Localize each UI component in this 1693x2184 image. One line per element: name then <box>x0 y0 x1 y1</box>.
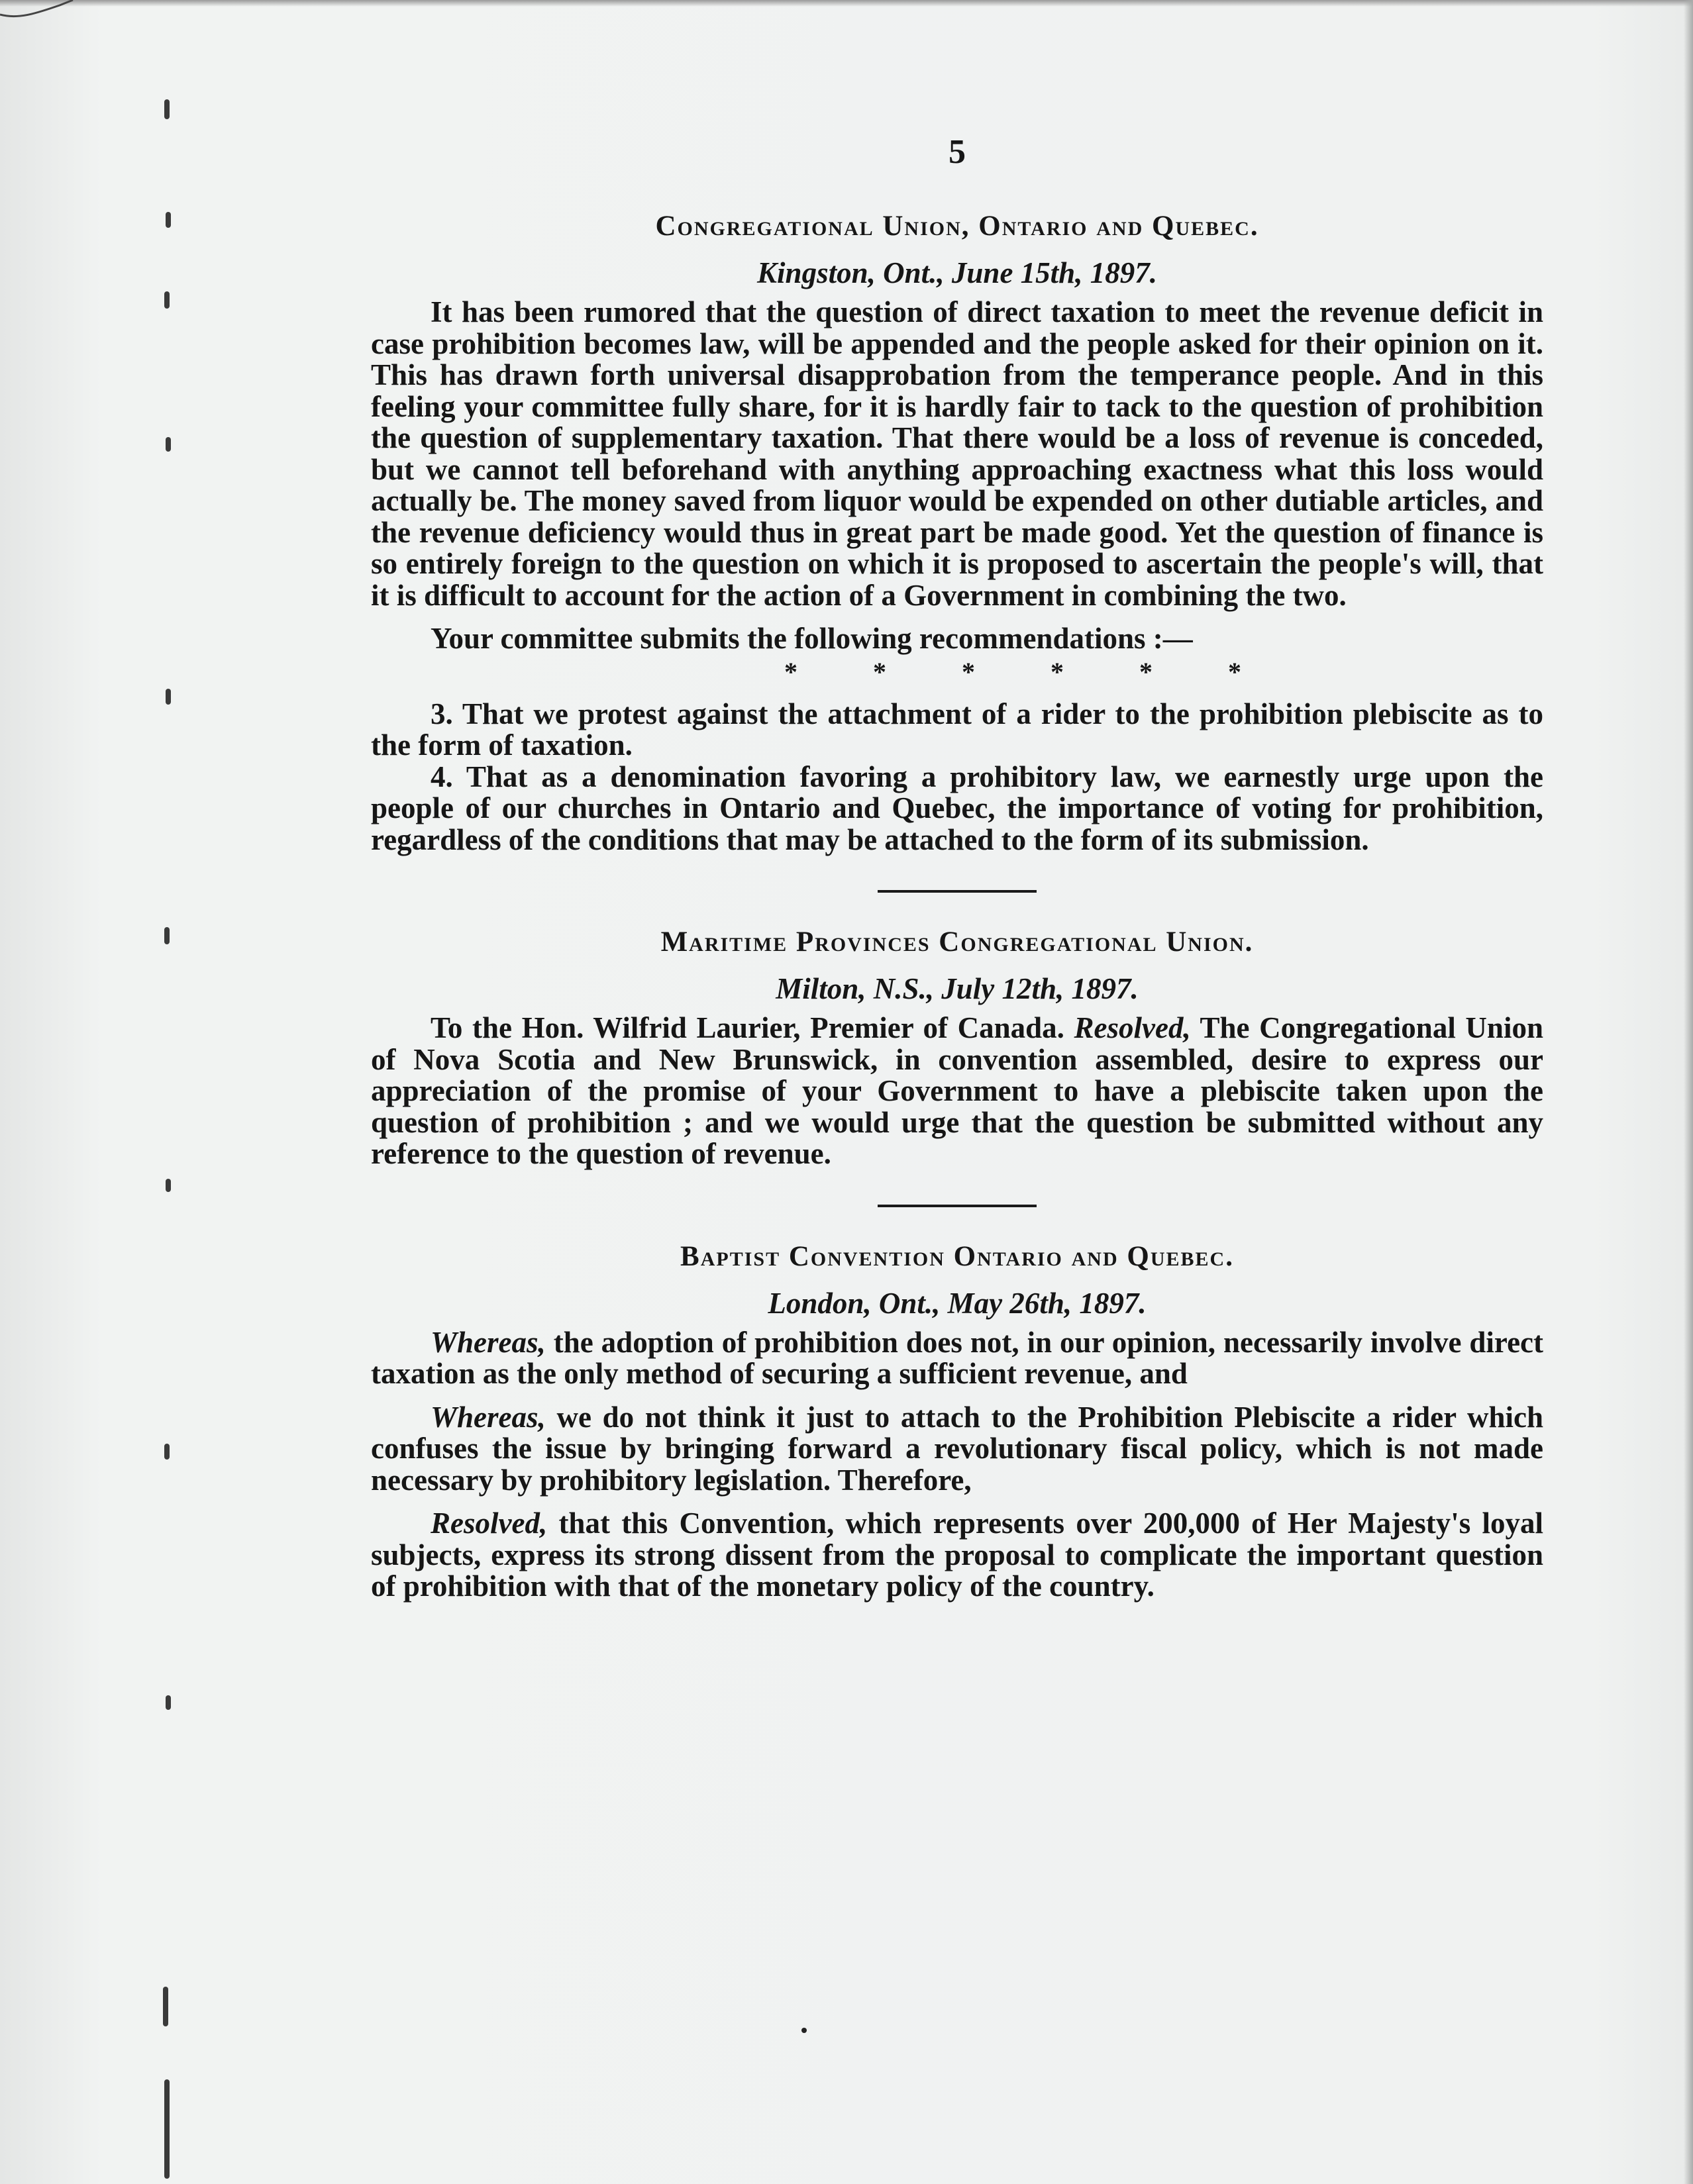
paragraph <box>371 1402 1543 1497</box>
paragraph: Your committee submits the following recommendations :— <box>431 622 1193 655</box>
corner-scribble <box>0 0 79 26</box>
binding-mark <box>164 2079 170 2179</box>
page-right-edge <box>1684 0 1693 2184</box>
paragraph <box>371 1327 1543 1390</box>
paragraph <box>371 1508 1543 1603</box>
binding-mark <box>164 291 170 309</box>
section-baptist-convention-ontario-quebec <box>371 1240 1543 1603</box>
binding-mark <box>164 1444 170 1460</box>
dateline: London, Ont., May 26th, 1897. <box>768 1286 1147 1320</box>
section-title: Congregational Union, Ontario and Quebec. <box>655 211 1259 242</box>
paragraph-text: that this Convention, which represents over 200,000 of Her Majesty's loyal subjects, express its strong dissent from the proposal to complicate the important question of prohibition with that of the monetary policy of the country. <box>371 1507 1543 1603</box>
binding-mark <box>166 689 171 705</box>
page-top-edge <box>0 0 1693 7</box>
recommendation-3: 3. That we protest against the attachment of a rider to the prohibition plebiscite as to the form of taxation. <box>371 697 1543 762</box>
section-title: Maritime Provinces Congregational Union. <box>660 926 1254 958</box>
resolved-lead: Resolved, <box>1074 1011 1191 1044</box>
paragraph-text: the adoption of prohibition does not, in our opinion, necessarily involve direct taxation as the only method of securing a sufficient revenue, and <box>371 1325 1543 1390</box>
binding-mark <box>166 1695 171 1710</box>
section-title: Baptist Convention Ontario and Quebec. <box>680 1240 1234 1272</box>
section-divider <box>878 1205 1037 1207</box>
binding-mark <box>166 1179 171 1192</box>
paragraph <box>371 1013 1543 1170</box>
resolved-lead: Resolved, <box>431 1507 548 1540</box>
binding-marks <box>132 0 172 2184</box>
ellipsis-asterisks: * * * * * * <box>784 656 1276 687</box>
paragraph-text: To the Hon. Wilfrid Laurier, Premier of Canada. <box>431 1011 1074 1044</box>
paragraph-text: The Congregational Union of Nova Scotia and New Brunswick, in convention assembled, desire to express our appreciation of the promise of your Government to have a plebiscite taken upon the question of prohibition ; and we would urge that the question be submitted without any reference to the question of revenue. <box>371 1011 1543 1170</box>
dateline: Kingston, Ont., June 15th, 1897. <box>757 256 1157 289</box>
dateline: Milton, N.S., July 12th, 1897. <box>776 972 1139 1005</box>
binding-mark <box>164 927 170 944</box>
section-divider <box>878 890 1037 893</box>
recommendation-4: 4. That as a denomination favoring a prohibitory law, we earnestly urge upon the people of our churches in Ontario and Quebec, the importance of voting for prohibition, regardless of the conditions that may be attached to the form of its submission. <box>371 760 1543 856</box>
section-maritime-provinces-congregational-union <box>371 926 1543 1170</box>
paragraph-text: we do not think it just to attach to the Prohibition Plebiscite a rider which confuses the issue by bringing forward a revolutionary fiscal policy, which is not made necessary by prohibitory legislation. Therefore, <box>371 1400 1543 1497</box>
whereas-lead: Whereas, <box>431 1400 546 1434</box>
whereas-lead: Whereas, <box>431 1325 546 1359</box>
binding-mark <box>166 437 171 452</box>
binding-mark <box>163 1987 168 2026</box>
page-number: 5 <box>949 133 966 171</box>
page-bottom-dot <box>801 2028 807 2033</box>
binding-mark <box>166 212 171 228</box>
paragraph: It has been rumored that the question of direct taxation to meet the revenue deficit in case prohibition becomes law, will be appended and the people asked for their opinion on it. This has drawn forth universal disapprobation from the temperance people. And in this feeling your committee fully share, for it is hardly fair to tack to the question of prohibition the question of supplementary taxation. That there would be a loss of revenue is conceded, but we cannot tell beforehand with anything approaching exactness what this loss would actually be. The money saved from liquor would be expended on other dutiable articles, and the revenue deficiency would thus in great part be made good. Yet the question of finance is so entirely foreign to the question on which it is proposed to ascertain the people's will, that it is difficult to account for the action of a Government in combining the two. <box>371 295 1543 612</box>
binding-mark <box>164 99 170 119</box>
section-congregational-union-ontario-quebec <box>371 210 1543 856</box>
page-content <box>371 132 1543 1603</box>
